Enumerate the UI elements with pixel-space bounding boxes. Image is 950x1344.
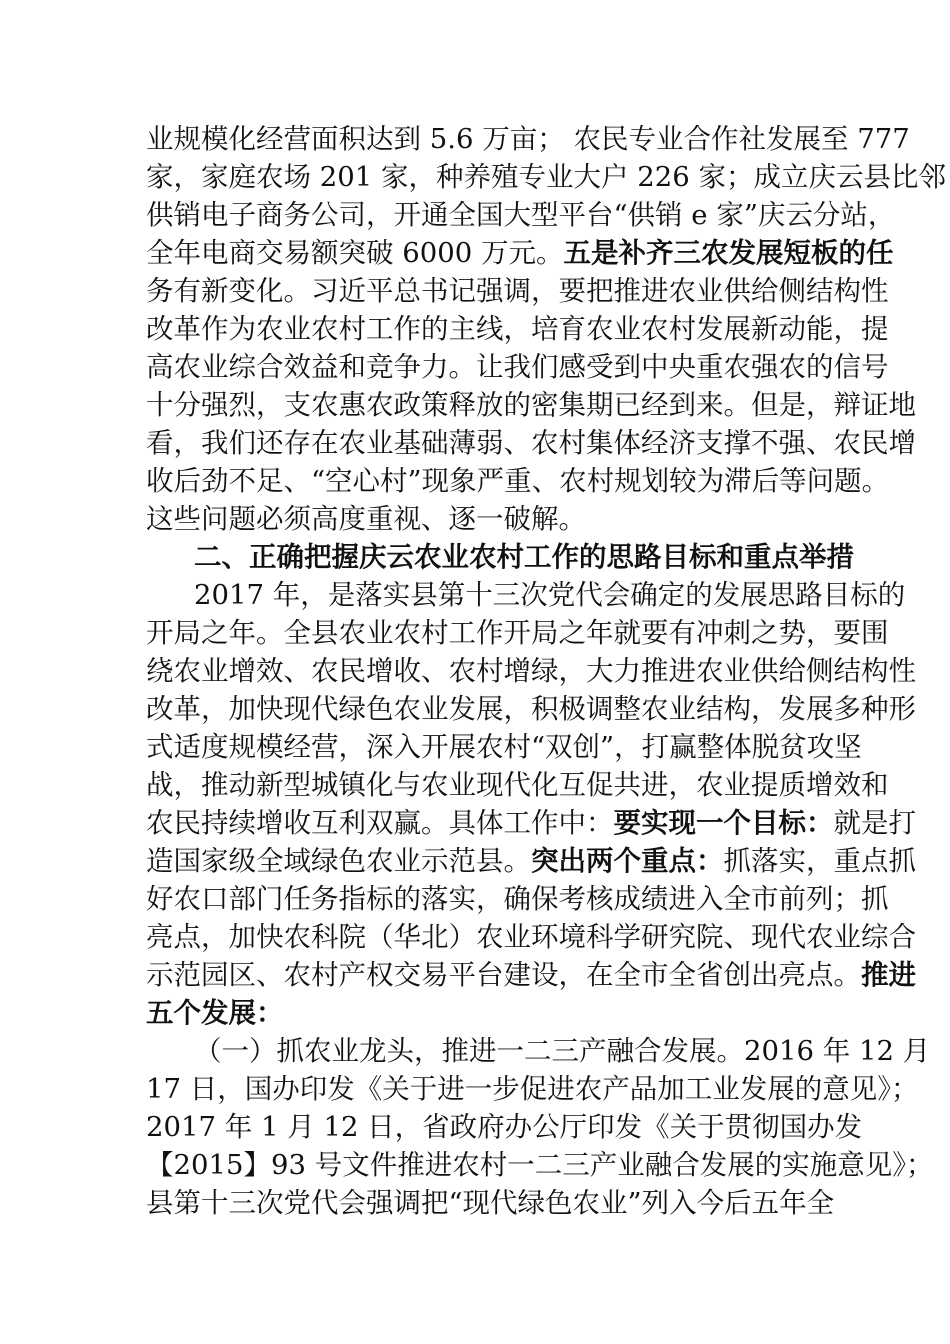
section-heading: 二、正确把握庆云农业农村工作的思路目标和重点举措 (194, 541, 854, 573)
text-line (146, 994, 806, 1032)
text-line: 【2015】93 号文件推进农村一二三产业融合发展的实施意见》； (146, 1149, 934, 1181)
text-line: 业规模化经营面积达到 5.6 万亩； 农民专业合作社发展至 777 (146, 123, 910, 155)
bold-phrase: 要实现一个目标： (613, 807, 834, 839)
text-line: 供销电子商务公司，开通全国大型平台“供销 e 家”庆云分站， (146, 199, 896, 231)
text-line: 亮点，加快农科院（华北）农业环境科学研究院、现代农业综合 (146, 921, 916, 953)
text-line (146, 842, 916, 880)
text-line (146, 804, 916, 842)
text-line: 开局之年。全县农业农村工作开局之年就要有冲刺之势，要围 (146, 617, 889, 649)
text-line: 高农业综合效益和竞争力。让我们感受到中央重农强农的信号 (146, 351, 889, 383)
text-line: （一）抓农业龙头，推进一二三产融合发展。2016 年 12 月 (194, 1035, 931, 1067)
text-line: 2017 年 1 月 12 日，省政府办公厅印发《关于贯彻国办发 (146, 1111, 863, 1143)
text-run: 就是打 (833, 807, 916, 839)
text-line: 绕农业增效、农民增收、农村增绿，大力推进农业供给侧结构性 (146, 655, 916, 687)
text-line: 好农口部门任务指标的落实，确保考核成绩进入全市前列；抓 (146, 883, 889, 915)
bold-phrase: 五是补齐三农发展短板的任 (563, 237, 894, 269)
text-line: 务有新变化。习近平总书记强调，要把推进农业供给侧结构性 (146, 275, 889, 307)
bold-phrase: 五个发展： (146, 997, 284, 1029)
bold-phrase: 突出两个重点： (531, 845, 724, 877)
text-line: 17 日，国办印发《关于进一步促进农产品加工业发展的意见》； (146, 1073, 919, 1105)
text-line: 十分强烈，支农惠农政策释放的密集期已经到来。但是，辩证地 (146, 389, 916, 421)
text-line: 这些问题必须高度重视、逐一破解。 (146, 503, 586, 535)
text-line: 收后劲不足、“空心村”现象严重、农村规划较为滞后等问题。 (146, 465, 890, 497)
text-run: 全年电商交易额突破 6000 万元。 (146, 237, 564, 269)
text-run: 示范园区、农村产权交易平台建设，在全市全省创出亮点。 (146, 959, 861, 991)
text-run: 农民持续增收互利双赢。具体工作中： (146, 807, 614, 839)
text-run: 造国家级全域绿色农业示范县。 (146, 845, 531, 877)
text-line: 改革作为农业农村工作的主线，培育农业农村发展新动能，提 (146, 313, 889, 345)
bold-phrase: 推进 (861, 959, 916, 991)
text-line: 看，我们还存在农业基础薄弱、农村集体经济支撑不强、农民增 (146, 427, 916, 459)
text-line: 县第十三次党代会强调把“现代绿色农业”列入今后五年全 (146, 1187, 835, 1219)
text-line: 2017 年，是落实县第十三次党代会确定的发展思路目标的 (194, 579, 906, 611)
text-line: 家，家庭农场 201 家，种养殖专业大户 226 家；成立庆云县比邻 (146, 161, 946, 193)
text-run: 抓落实，重点抓 (723, 845, 916, 877)
text-line: 改革，加快现代绿色农业发展，积极调整农业结构，发展多种形 (146, 693, 916, 725)
text-line (146, 956, 916, 994)
text-line: 式适度规模经营，深入开展农村“双创”，打赢整体脱贫攻坚 (146, 731, 862, 763)
text-line: 战，推动新型城镇化与农业现代化互促共进，农业提质增效和 (146, 769, 889, 801)
text-line (146, 234, 894, 272)
